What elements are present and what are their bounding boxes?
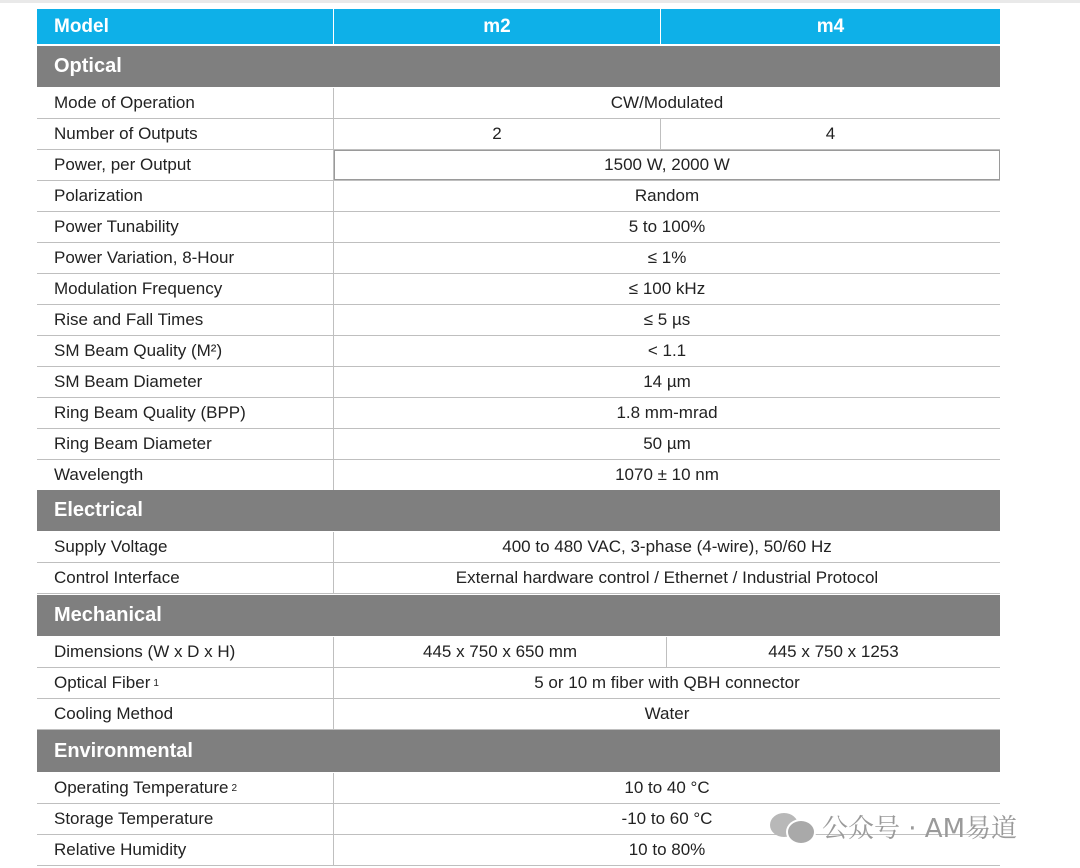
row-value: ≤ 100 kHz — [628, 279, 706, 298]
section-optical: Optical — [37, 46, 1000, 87]
row-label: Number of Outputs — [37, 119, 334, 149]
table-row — [37, 336, 1000, 367]
row-value: 50 µm — [643, 434, 691, 453]
row-label: Mode of Operation — [37, 88, 334, 118]
row-value: 5 to 100% — [628, 217, 706, 236]
header-model: Model — [37, 9, 334, 44]
row-label-text: Operating Temperature — [54, 778, 229, 797]
row-label: SM Beam Diameter — [37, 367, 334, 397]
table-row — [37, 429, 1000, 460]
table-row — [37, 773, 1000, 804]
row-value: Water — [644, 704, 690, 723]
section-electrical: Electrical — [37, 490, 1000, 531]
table-row — [37, 460, 1000, 491]
row-label — [37, 773, 334, 803]
table-row — [37, 212, 1000, 243]
section-environmental: Environmental — [37, 730, 1000, 772]
table-row — [37, 119, 1000, 150]
row-value: 14 µm — [643, 372, 691, 391]
row-value-m4: 4 — [660, 119, 1000, 149]
row-value: < 1.1 — [647, 341, 687, 360]
section-mechanical: Mechanical — [37, 595, 1000, 636]
row-label: Control Interface — [37, 563, 334, 593]
table-row — [37, 699, 1000, 730]
row-value: ≤ 1% — [647, 248, 687, 267]
footnote-marker: 1 — [153, 677, 159, 689]
row-label: Relative Humidity — [37, 835, 334, 865]
table-row — [37, 88, 1000, 119]
table-header-row — [37, 9, 1000, 44]
top-border — [0, 0, 1080, 3]
footnote-marker: 2 — [231, 782, 238, 794]
table-row — [37, 637, 1000, 668]
row-label: Cooling Method — [37, 699, 334, 729]
table-row — [37, 243, 1000, 274]
table-row — [37, 398, 1000, 429]
row-value: Random — [634, 186, 700, 205]
row-label: Polarization — [37, 181, 334, 211]
row-value: 5 or 10 m fiber with QBH connector — [534, 673, 800, 692]
row-value-m4: 445 x 750 x 1253 — [666, 637, 1000, 667]
table-row — [37, 563, 1000, 594]
row-value: -10 to 60 °C — [621, 809, 713, 828]
row-value: 10 to 40 °C — [624, 778, 710, 797]
table-row — [37, 274, 1000, 305]
wechat-icon — [770, 809, 814, 843]
row-value: ≤ 5 µs — [643, 310, 691, 329]
watermark — [770, 808, 1017, 844]
row-value: CW/Modulated — [610, 93, 724, 112]
table-row — [37, 181, 1000, 212]
row-value-m2: 445 x 750 x 650 mm — [422, 642, 578, 661]
row-value-m2: 2 — [492, 124, 502, 143]
row-value: 400 to 480 VAC, 3-phase (4-wire), 50/60 Hz — [502, 537, 832, 556]
table-row — [37, 668, 1000, 699]
row-label — [37, 668, 334, 698]
row-label: Dimensions (W x D x H) — [37, 637, 334, 667]
row-label: Storage Temperature — [37, 804, 334, 834]
row-label: Power Variation, 8-Hour — [37, 243, 334, 273]
row-value: 1500 W, 2000 W — [334, 150, 1000, 180]
row-label: Power Tunability — [37, 212, 334, 242]
header-m4: m4 — [660, 9, 1000, 44]
row-value: 10 to 80% — [628, 840, 706, 859]
row-value: 1.8 mm-mrad — [616, 403, 718, 422]
row-value: External hardware control / Ethernet / Industrial Protocol — [455, 568, 879, 587]
table-row — [37, 532, 1000, 563]
row-value: 1070 ± 10 nm — [615, 465, 719, 484]
row-label: Ring Beam Diameter — [37, 429, 334, 459]
row-label-text: Optical Fiber — [54, 673, 151, 692]
table-row — [37, 150, 1000, 181]
row-label: Power, per Output — [37, 150, 334, 180]
row-label: Modulation Frequency — [37, 274, 334, 304]
table-row — [37, 305, 1000, 336]
header-m2: m2 — [483, 15, 511, 37]
watermark-text: 公众号 · AM易道 — [822, 813, 1018, 844]
row-label: Supply Voltage — [37, 532, 334, 562]
table-row — [37, 367, 1000, 398]
row-label: Wavelength — [37, 460, 334, 490]
row-label: SM Beam Quality (M²) — [37, 336, 334, 366]
row-label: Ring Beam Quality (BPP) — [37, 398, 334, 428]
row-label: Rise and Fall Times — [37, 305, 334, 335]
